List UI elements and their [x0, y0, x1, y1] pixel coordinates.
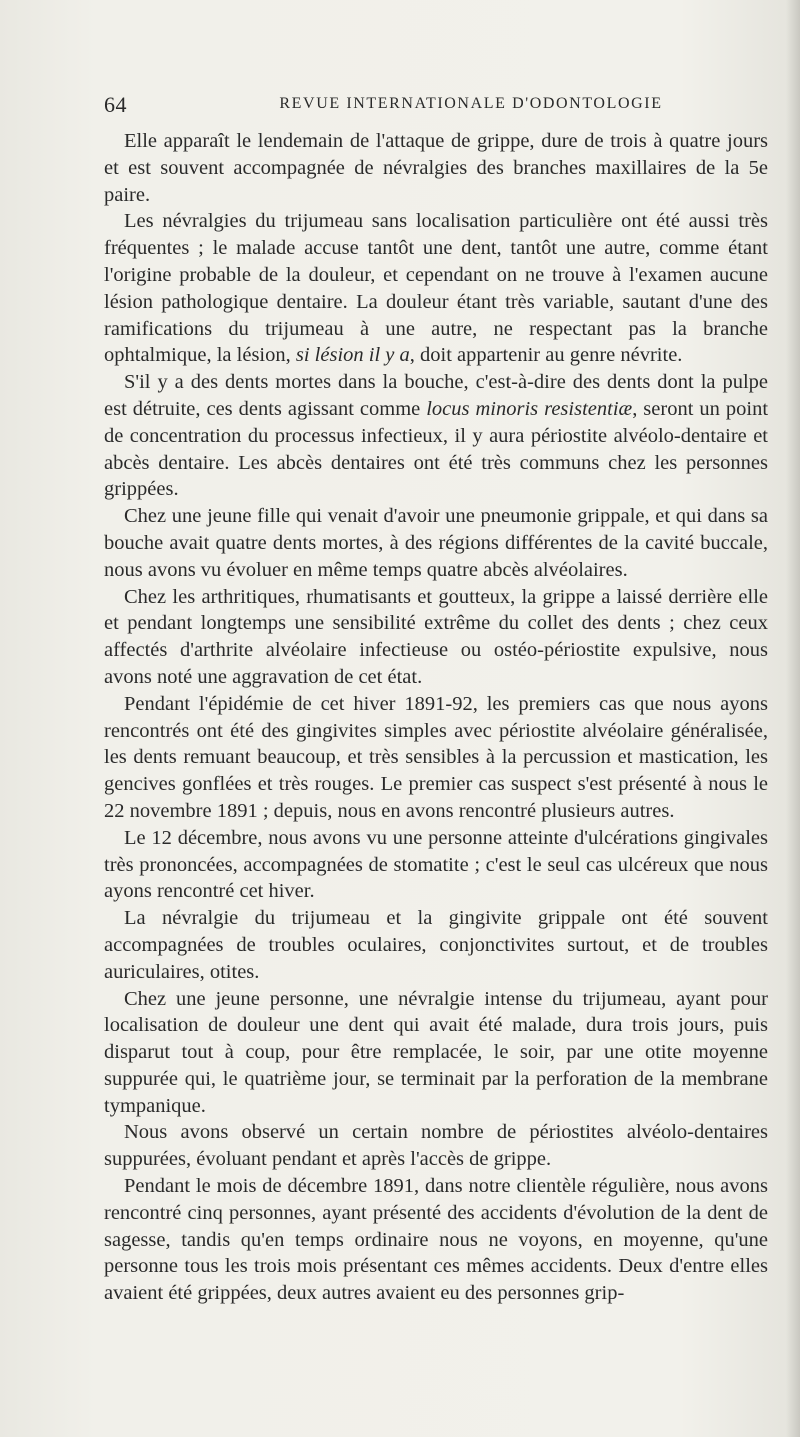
paragraph-text: , seront un point de concentration du processus infectieux, il y aura périostite alvéolo-dentaire et abcès dentaire. Les abcès dentaires ont été très communs chez les personnes grippées.	[104, 397, 769, 501]
paragraph: Pendant l'épidémie de cet hiver 1891-92, les premiers cas que nous ayons rencontrés ont été des gingivites simples avec périostite alvéolaire généralisée, les dents remuant beaucoup, et très sensibles à la percussion et mastication, les gencives gonflées et très rouges. Le premier cas suspect s'est présenté à nous le 22 novembre 1891 ; depuis, nous en avons rencontré plusieurs autres.	[104, 692, 768, 822]
paragraph-text: S'il y a des dents mortes dans la bouche, c'est-à-dire des dents dont la pulpe est détruite, ces dents agissant comme	[104, 371, 768, 420]
page-header	[104, 92, 768, 120]
paragraph	[104, 208, 768, 369]
article-body	[104, 128, 768, 1307]
paragraph-text: Les névralgies du trijumeau sans localisation particulière ont été aussi très fréquentes ; le malade accuse tantôt une dent, tantôt une autre, comme étant l'origine probable de la douleur, et cependant on ne trouve à l'examen aucune lésion pathologique dentaire. La douleur étant très variable, sautant d'une des ramifications du trijumeau à une autre, ne respectant pas la branche ophtalmique, la lésion,	[104, 210, 768, 367]
paragraph: La névralgie du trijumeau et la gingivite grippale ont été souvent accompagnées de troubles oculaires, conjonctivites surtout, et de troubles auriculaires, otites.	[104, 907, 768, 983]
paragraph: Elle apparaît le lendemain de l'attaque de grippe, dure de trois à quatre jours et est souvent accompagnée de névralgies des branches maxillaires de la 5e paire.	[104, 130, 768, 206]
paragraph: Chez une jeune personne, une névralgie intense du trijumeau, ayant pour localisation de douleur une dent qui avait été malade, dura trois jours, puis disparut tout à coup, pour être remplacée, le soir, par une otite moyenne suppurée qui, le quatrième jour, se terminait par la perforation de la membrane tympanique.	[104, 987, 768, 1117]
paragraph: Chez une jeune fille qui venait d'avoir une pneumonie grippale, et qui dans sa bouche avait quatre dents mortes, à des régions différentes de la cavité buccale, nous avons vu évoluer en même temps quatre abcès alvéolaires.	[104, 505, 768, 581]
paragraph-text: , doit appartenir au genre névrite.	[409, 344, 683, 367]
italic-phrase: si lésion il y a	[295, 344, 410, 367]
paragraph	[104, 369, 768, 503]
page-number: 64	[104, 92, 127, 117]
paragraph: Le 12 décembre, nous avons vu une personne atteinte d'ulcérations gingivales très prononcées, accompagnées de stomatite ; c'est le seul cas ulcéreux que nous ayons rencontré cet hiver.	[104, 826, 768, 903]
paragraph: Pendant le mois de décembre 1891, dans notre clientèle régulière, nous avons rencontré cinq personnes, ayant présenté des accidents d'évolution de la dent de sagesse, tandis qu'en temps ordinaire nous ne voyons, en moyenne, qu'une personne tous les trois mois présentant ces mêmes accidents. Deux d'entre elles avaient été grippées, deux autres avaient eu des personnes grip-	[104, 1175, 768, 1305]
italic-phrase: locus minoris resistentiæ	[426, 397, 633, 420]
paragraph: Chez les arthritiques, rhumatisants et goutteux, la grippe a laissé derrière elle et pendant longtemps une sensibilité extrême du collet des dents ; chez ceux affectés d'arthrite alvéolaire infectieuse ou ostéo-périostite expulsive, nous avons noté une aggravation de cet état.	[104, 585, 768, 688]
paragraph: Nous avons observé un certain nombre de périostites alvéolo-dentaires suppurées, évoluant pendant et après l'accès de grippe.	[104, 1121, 768, 1171]
running-title: REVUE INTERNATIONALE D'ODONTOLOGIE	[279, 95, 663, 112]
